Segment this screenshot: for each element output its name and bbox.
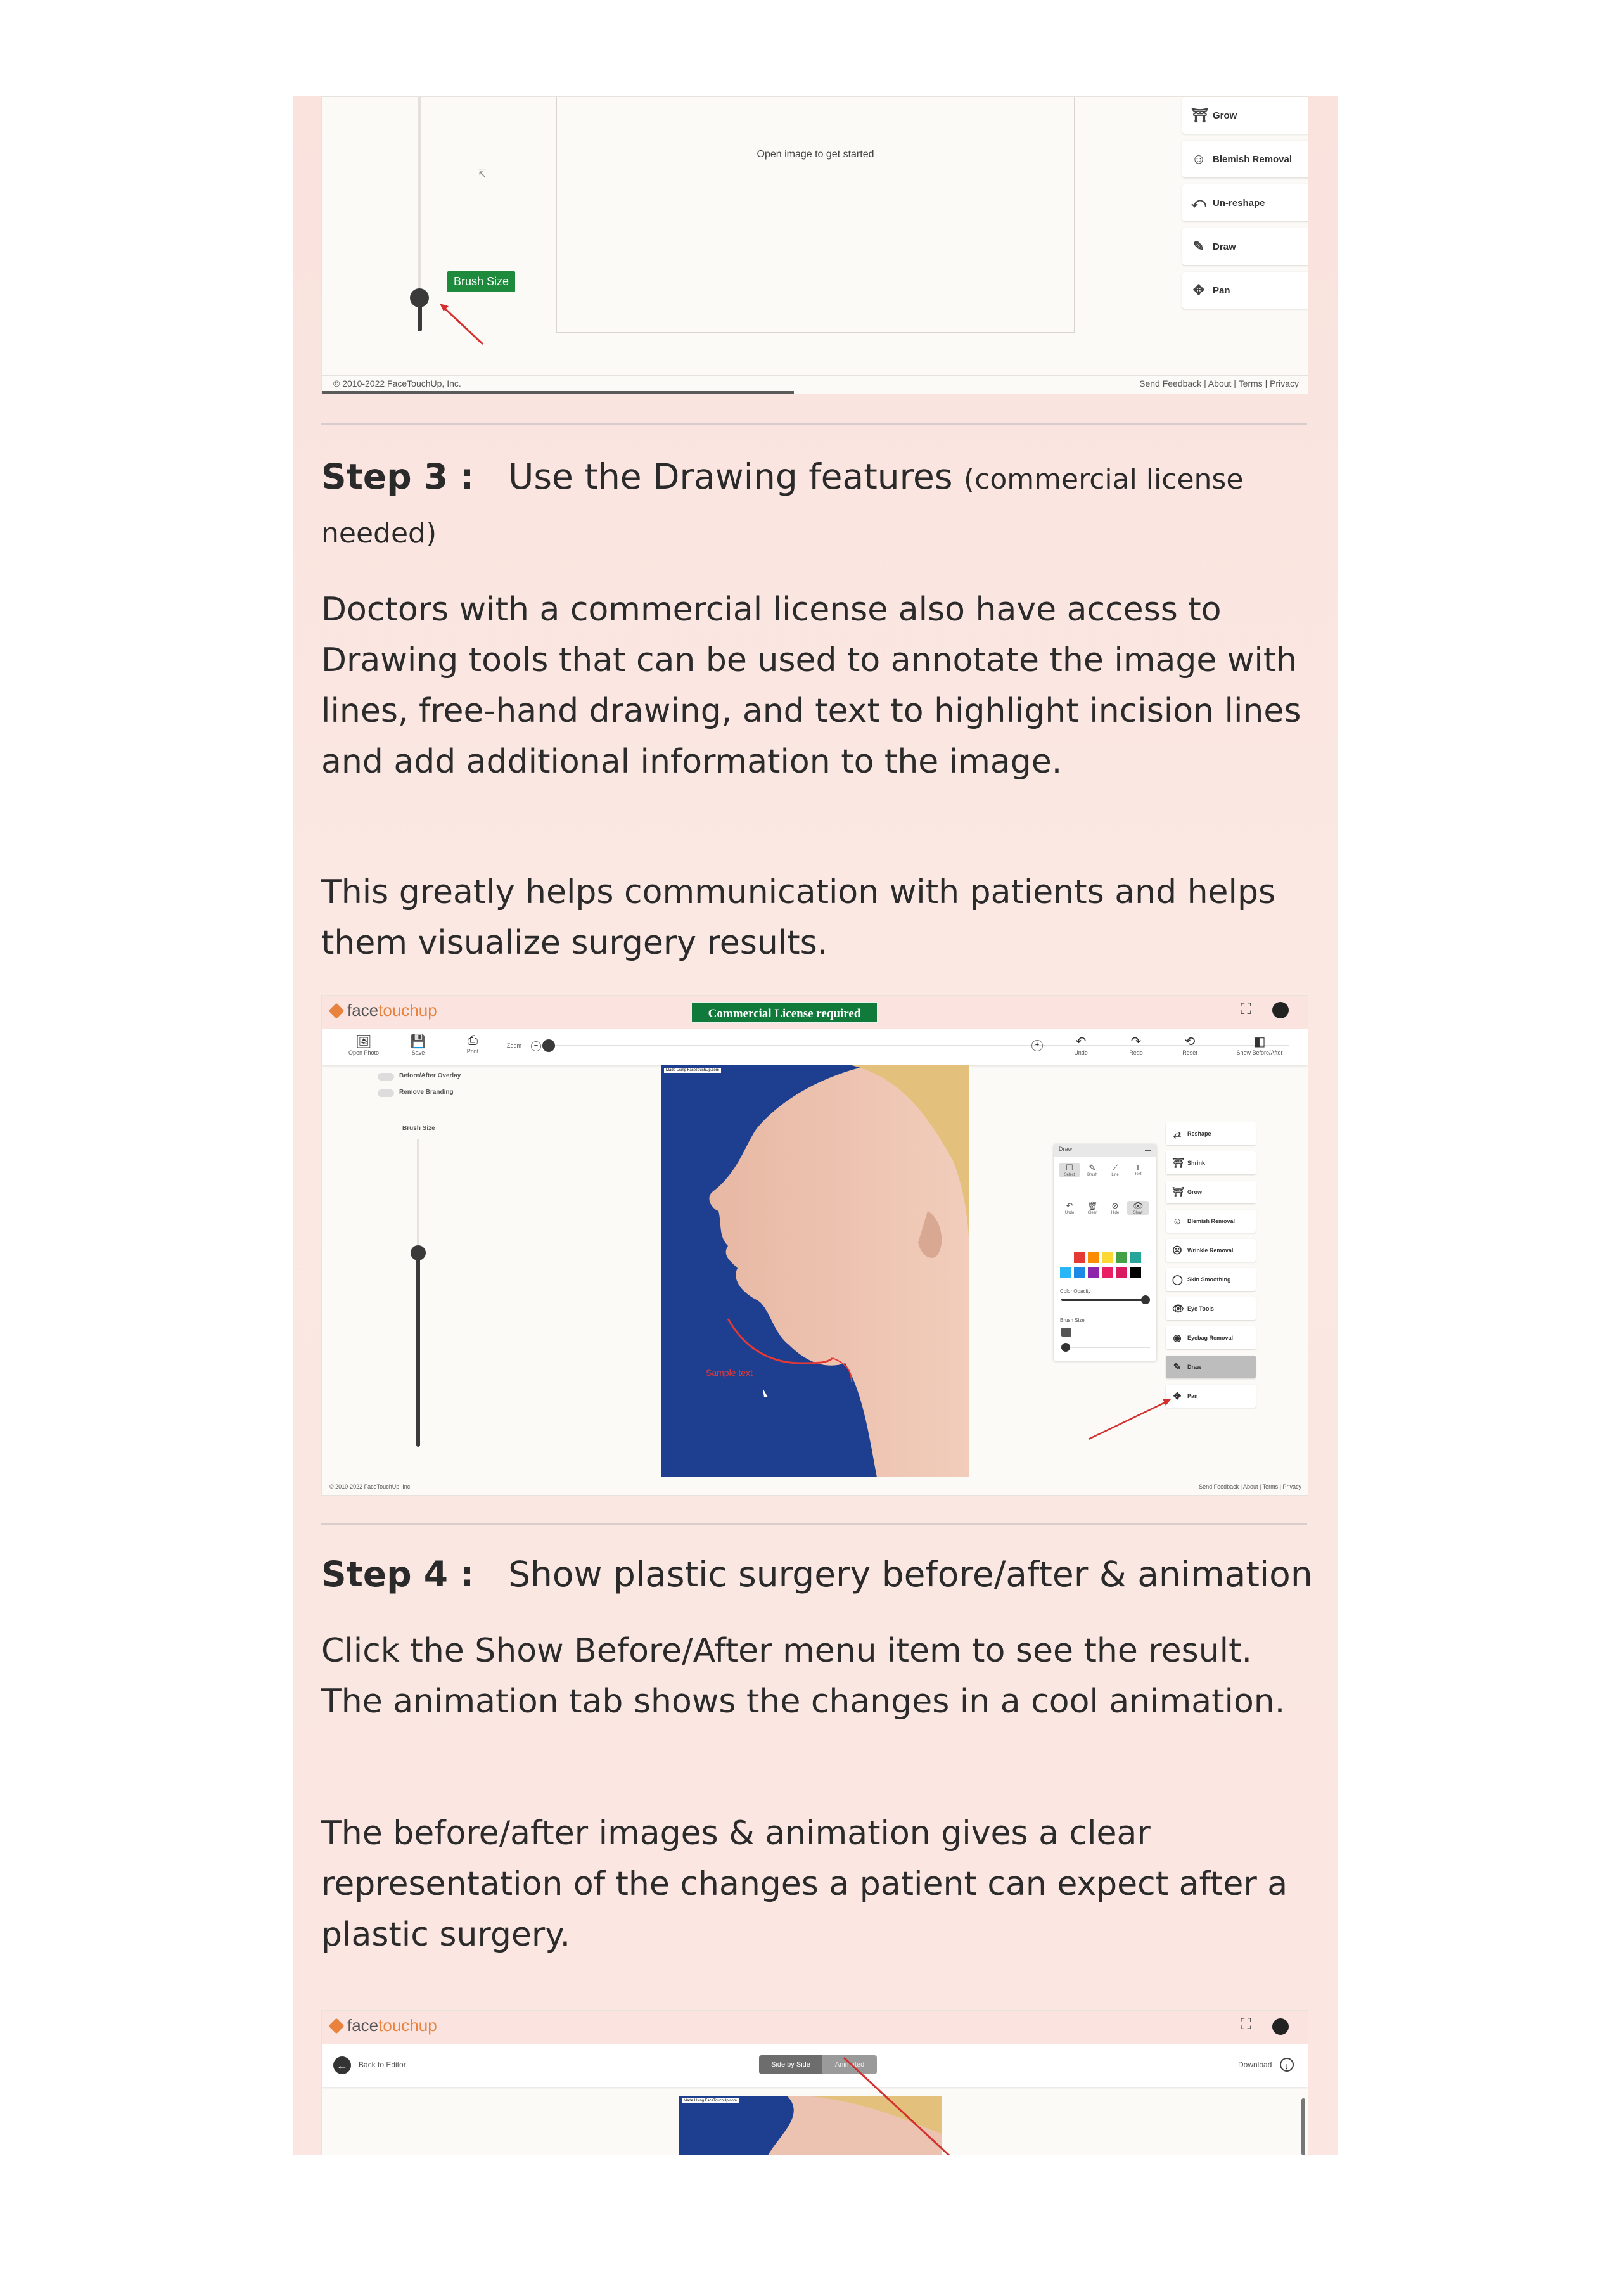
tool-icon: ☹ [1172,1245,1182,1256]
article-card [293,96,1338,2155]
download-icon[interactable]: ↓ [1280,2058,1294,2072]
tool-icon: ◉ [1173,1333,1182,1344]
sample-text: Sample text [706,1368,753,1378]
tool-label: Un-reshape [1213,197,1265,208]
account-icon[interactable] [1272,2018,1289,2035]
tool-button[interactable] [1166,1239,1256,1262]
brush-slider-fill [416,1252,420,1447]
step-4-heading [321,1548,1338,1601]
tool-label: Skin Smoothing [1187,1276,1231,1283]
brush-slider-handle[interactable] [411,1245,426,1260]
step-3-note: (commercial license needed) [321,463,1244,550]
toolbar-label: Open Photo [348,1049,380,1056]
red-arrow [841,2055,968,2155]
color-swatch[interactable] [1074,1252,1085,1263]
zoom-label: Zoom [507,1042,522,1049]
draw-tool-label: Clear [1087,1211,1097,1215]
draw-tool-button[interactable] [1127,1163,1149,1176]
step-4-paragraph-1: Click the Show Before/After menu item to see the result. The animation tab shows the changes in a cool animation. [321,1632,1286,1721]
draw-panel-header [1054,1144,1156,1157]
app-header [322,2011,1308,2044]
tool-label: Blemish Removal [1213,153,1293,165]
color-swatch[interactable] [1102,1267,1113,1278]
draw-tool-icon: ⟋ [1112,1163,1118,1172]
toolbar-icon: ⎙ [468,1034,478,1048]
logo-cube-icon [329,1003,345,1019]
zoom-out-icon[interactable]: − [531,1041,541,1051]
draw-tool-label: Show [1133,1211,1143,1215]
tool-icon: ⥄ [1173,1128,1181,1139]
footer-divider [322,375,1308,376]
draw-tool-icon: T [1135,1163,1140,1172]
tool-button[interactable] [1166,1297,1256,1320]
step-3-heading [321,450,1310,558]
tool-label: Eye Tools [1187,1305,1214,1312]
step-4-title: Show plastic surgery before/after & animation [508,1554,1313,1594]
draw-tool-icon: 👁 [1132,1201,1144,1210]
tool-label: Draw [1213,241,1236,252]
toolbar-label: Undo [1074,1049,1088,1056]
draw-tool-button[interactable] [1059,1163,1080,1177]
tool-icon: 👁 [1172,1304,1185,1314]
brush-size-slider-handle[interactable] [1061,1343,1070,1352]
color-swatch[interactable] [1130,1267,1141,1278]
sub-header [322,2044,1308,2087]
toolbar-button[interactable] [1056,1034,1106,1056]
toolbar-label: Show Before/After [1236,1049,1283,1056]
tool-button[interactable] [1182,141,1308,177]
draw-tool-icon: ↶ [1066,1201,1073,1210]
pan-icon: ✥ [1192,282,1205,298]
toolbar-label: Print [466,1048,479,1055]
back-to-editor[interactable]: Back to Editor [359,2060,406,2069]
account-icon[interactable] [1272,1002,1289,1018]
draw-tool-label: Line [1111,1173,1119,1177]
photo-watermark: Made Using FaceTouchUp.com [664,1068,721,1073]
editor-screenshot-1 [321,96,1308,394]
back-arrow-icon[interactable]: ← [333,2056,351,2074]
toolbar-button[interactable] [1111,1034,1161,1056]
draw-panel-title: Draw [1059,1146,1073,1152]
tool-label: Wrinkle Removal [1187,1247,1234,1254]
image-canvas[interactable] [556,97,1075,333]
draw-tool-icon: 🗑 [1087,1201,1098,1210]
minimize-icon[interactable] [1145,1150,1151,1151]
color-opacity-label: Color Opacity [1060,1288,1091,1294]
photo-watermark: Made Using FaceTouchUp.com [682,2098,739,2103]
draw-tool-label: Text [1134,1172,1142,1176]
step-3-paragraph-1: Doctors with a commercial license also have access to Drawing tools that can be used to annotate the image with lines, free-hand drawing, and text to highlight incision lines and add additional information to the image. [321,591,1301,781]
draw-tool-button[interactable] [1127,1201,1149,1215]
brush-size-slider[interactable] [1061,1347,1150,1348]
color-swatch[interactable] [1116,1267,1127,1278]
step-3-title: Use the Drawing features [508,456,953,497]
color-swatch[interactable] [1074,1267,1085,1278]
canvas-placeholder: Open image to get started [757,149,874,160]
cursor-icon: ⇱ [477,168,487,181]
tool-button[interactable] [1166,1122,1256,1145]
tool-button[interactable] [1166,1268,1256,1291]
step-3-label: Step 3 : [321,456,475,497]
draw-tool-button[interactable] [1082,1163,1103,1177]
zoom-slider-handle[interactable] [542,1039,555,1052]
toolbar-label: Redo [1129,1049,1143,1056]
brush-size-label: Brush Size [402,1125,435,1132]
tool-icon: ⛩ [1172,1158,1185,1169]
toggle-remove-branding[interactable] [378,1089,394,1097]
grow-icon: ⛩ [1191,107,1209,123]
face-profile [661,1065,969,1477]
bottom-bar [322,391,794,394]
brand-logo[interactable]: facetouchup [329,1001,437,1020]
color-swatch[interactable] [1130,1252,1141,1263]
section-divider [321,1523,1307,1525]
fullscreen-icon[interactable]: ⛶ [1241,1001,1251,1018]
toolbar-icon: ◧ [1253,1035,1266,1049]
tool-icon: ⛩ [1172,1187,1185,1198]
toolbar-icon: 🖼 [355,1035,372,1049]
brush-size-small-label: Brush Size [1060,1318,1085,1323]
toolbar-button[interactable] [1234,1034,1285,1056]
tool-label: Grow [1187,1189,1203,1195]
color-swatch[interactable] [1116,1252,1127,1263]
step-4-paragraph-2: The before/after images & animation gives a clear representation of the changes a patient can expect after a plastic surgery. [321,1814,1288,1954]
section-divider [321,423,1307,425]
color-swatch[interactable] [1060,1267,1071,1278]
brush-size-tooltip: Brush Size [447,271,515,292]
tool-label: Eyebag Removal [1187,1335,1234,1341]
brand-logo[interactable]: facetouchup [329,2016,437,2036]
tool-button[interactable] [1182,97,1308,134]
toggle-remove-branding-label: Remove Branding [399,1089,454,1096]
color-swatch[interactable] [1088,1267,1099,1278]
draw-tool-label: Select [1064,1173,1075,1177]
draw-tool-button[interactable] [1082,1201,1103,1215]
tool-label: Grow [1213,110,1237,121]
toolbar-button[interactable] [1165,1034,1215,1056]
toolbar-icon: 💾 [410,1035,426,1049]
tab-side-by-side[interactable]: Side by Side [759,2055,822,2074]
tool-label: Blemish Removal [1187,1218,1236,1224]
draw-tool-label: Hide [1111,1211,1120,1215]
tool-icon: ☺ [1172,1215,1182,1227]
draw-panel [1054,1144,1156,1361]
tool-button[interactable] [1166,1326,1256,1349]
brush-size-badge [1061,1328,1071,1337]
toggle-before-after-label: Before/After Overlay [399,1072,461,1079]
tool-button[interactable] [1166,1151,1256,1174]
logo-cube-icon [329,2018,345,2034]
opacity-slider-handle[interactable] [1141,1295,1150,1304]
draw-tool-button[interactable] [1104,1201,1126,1215]
download-label[interactable]: Download [1238,2060,1272,2069]
footer-links[interactable]: Send Feedback | About | Terms | Privacy [1139,378,1299,388]
toolbar-button[interactable] [399,1034,437,1056]
step-4-label: Step 4 : [321,1554,475,1594]
opacity-slider[interactable] [1061,1299,1150,1301]
copyright: © 2010-2022 FaceTouchUp, Inc. [333,378,461,388]
tool-label: Pan [1187,1393,1198,1399]
toolbar-icon: ↷ [1130,1035,1142,1049]
blemish-removal-icon: ☺ [1191,151,1206,167]
fullscreen-icon[interactable]: ⛶ [1241,2016,1251,2033]
color-swatch[interactable] [1088,1252,1099,1263]
copyright: © 2010-2022 FaceTouchUp, Inc. [329,1484,412,1490]
red-arrow [322,97,575,363]
draw-tool-button[interactable] [1104,1163,1126,1177]
un-reshape-icon: ⤺ [1191,195,1206,210]
toolbar-label: Save [411,1049,425,1056]
tab-animated[interactable]: Animated [822,2055,877,2074]
tool-label: Shrink [1187,1160,1206,1166]
footer-links[interactable]: Send Feedback | About | Terms | Privacy [1199,1484,1301,1490]
tool-button[interactable] [1166,1181,1256,1203]
tool-label: Reshape [1187,1131,1211,1137]
tool-icon: ◯ [1172,1274,1183,1285]
toggle-before-after[interactable] [378,1073,394,1081]
photo[interactable] [661,1065,969,1477]
draw-tool-label: Brush [1087,1173,1097,1177]
tool-button[interactable] [1182,184,1308,221]
tool-label: Pan [1213,285,1230,296]
draw-icon: ✎ [1192,238,1205,254]
toolbar-button[interactable] [345,1034,383,1056]
tool-button[interactable] [1182,228,1308,265]
zoom-in-icon[interactable]: + [1031,1040,1043,1051]
step-3-paragraph-2: This greatly helps communication with patients and helps them visualize surgery results. [321,873,1276,962]
tool-button[interactable] [1182,272,1308,309]
toolbar-icon: ⟲ [1184,1035,1196,1049]
draw-tool-icon: ✎ [1089,1163,1096,1172]
editor-screenshot-2 [321,995,1308,1496]
commercial-banner: Commercial License required [691,1002,878,1023]
before-after-screenshot [321,2010,1308,2155]
draw-tool-label: Undo [1064,1211,1075,1215]
tool-icon: ✎ [1173,1362,1182,1373]
draw-tool-button[interactable] [1059,1201,1080,1215]
draw-tool-icon: ☐ [1066,1163,1073,1172]
draw-tool-icon: ⊘ [1111,1201,1119,1210]
tool-label: Draw [1187,1364,1202,1370]
toolbar-label: Reset [1182,1049,1197,1056]
toolbar-icon: ↶ [1075,1035,1087,1049]
toolbar [322,1029,1308,1065]
tool-icon: ✥ [1173,1391,1182,1402]
red-arrow [1082,1369,1209,1446]
scrollbar[interactable] [1301,2098,1305,2155]
toolbar-button[interactable] [454,1034,492,1055]
tool-button[interactable] [1166,1210,1256,1233]
color-swatch[interactable] [1102,1252,1113,1263]
